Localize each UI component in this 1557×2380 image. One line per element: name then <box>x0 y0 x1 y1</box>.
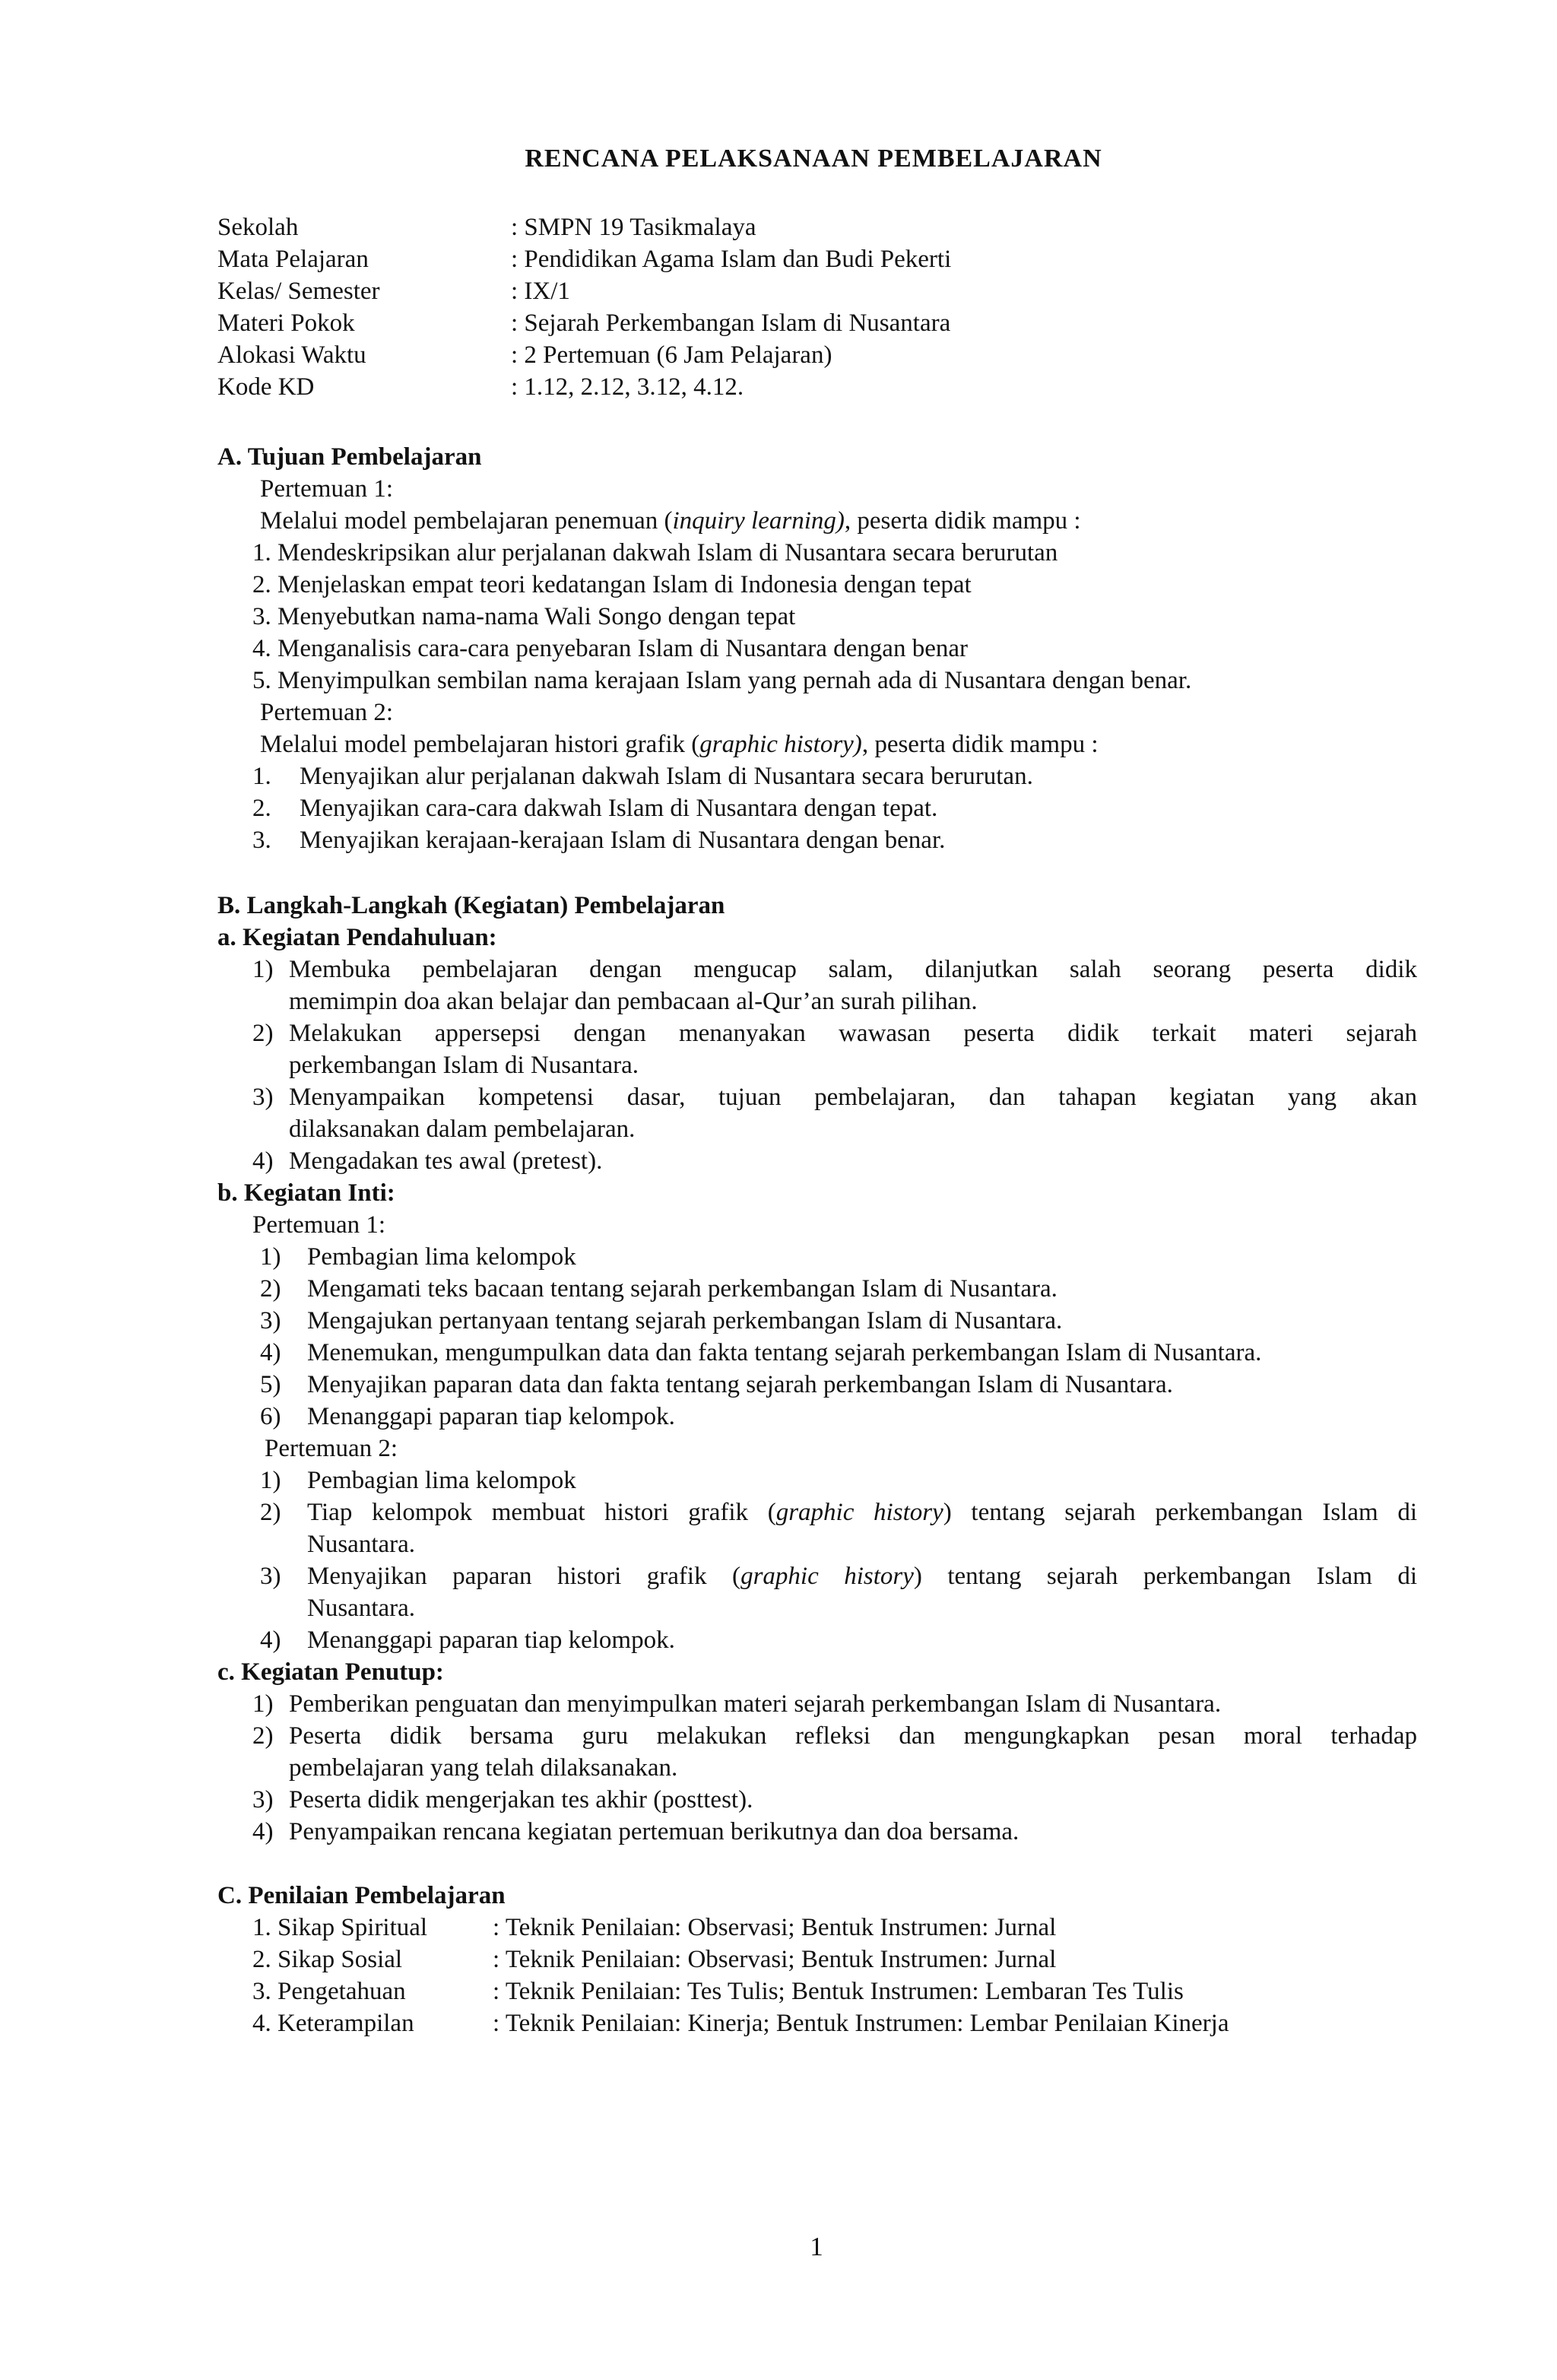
section-a-meeting2-label: Pertemuan 2: <box>260 699 394 726</box>
identity-value: : Pendidikan Agama Islam dan Budi Pekerti <box>511 246 952 273</box>
item-text-continued: pembelajaran yang telah dilaksanakan. <box>289 1754 678 1782</box>
intro-text: , peserta didik mampu : <box>844 507 1081 535</box>
item-number: 1) <box>260 1243 281 1271</box>
item-text <box>307 1496 1417 1528</box>
item-text-continued: Nusantara. <box>307 1531 416 1558</box>
item-number: 2) <box>252 1020 274 1047</box>
assessment-label: 3. Pengetahuan <box>252 1978 406 2005</box>
item-number: 3) <box>260 1563 281 1590</box>
intro-text: , peserta didik mampu : <box>861 731 1099 758</box>
assessment-label: 4. Keterampilan <box>252 2010 414 2037</box>
item-text: Menyajikan paparan data dan fakta tentang sejarah perkembangan Islam di Nusantara. <box>307 1371 1173 1398</box>
item-text-continued: Nusantara. <box>307 1595 416 1622</box>
intro-text: Melalui model pembelajaran penemuan ( <box>260 507 673 535</box>
item-text-part: ) tentang sejarah perkembangan Islam di <box>943 1499 1418 1526</box>
section-c-heading: C. Penilaian Pembelajaran <box>217 1882 506 1909</box>
item-text: Menyajikan kerajaan-kerajaan Islam di Nusantara dengan benar. <box>300 827 946 854</box>
identity-value: : IX/1 <box>511 278 570 305</box>
assessment-value: : Teknik Penilaian: Kinerja; Bentuk Instrumen: Lembar Penilaian Kinerja <box>493 2010 1229 2037</box>
item-text: Peserta didik bersama guru melakukan refleksi dan mengungkapkan pesan moral terhadap <box>289 1722 1417 1750</box>
document-title: RENCANA PELAKSANAAN PEMBELAJARAN <box>525 144 1102 173</box>
item-text <box>307 1560 1417 1592</box>
item-text: Menyampaikan kompetensi dasar, tujuan pembelajaran, dan tahapan kegiatan yang akan <box>289 1084 1417 1111</box>
identity-label: Alokasi Waktu <box>217 341 366 369</box>
intro-italic: inquiry learning) <box>672 507 845 535</box>
subsection-heading: b. Kegiatan Inti: <box>217 1179 395 1207</box>
item-number: 3) <box>260 1307 281 1334</box>
intro-italic: graphic history) <box>699 731 862 758</box>
identity-value: : SMPN 19 Tasikmalaya <box>511 214 756 241</box>
item-text: Membuka pembelajaran dengan mengucap salam, dilanjutkan salah seorang peserta didik <box>289 956 1417 983</box>
item-number: 2) <box>260 1499 281 1526</box>
item-text: Menanggapi paparan tiap kelompok. <box>307 1403 675 1430</box>
assessment-value: : Teknik Penilaian: Observasi; Bentuk Instrumen: Jurnal <box>493 1914 1057 1941</box>
item-text-continued: dilaksanakan dalam pembelajaran. <box>289 1115 636 1143</box>
item-text: Mengamati teks bacaan tentang sejarah perkembangan Islam di Nusantara. <box>307 1275 1058 1303</box>
section-a-meeting1-label: Pertemuan 1: <box>260 475 394 503</box>
item-number: 4) <box>260 1339 281 1366</box>
item-text: Penyampaikan rencana kegiatan pertemuan berikutnya dan doa bersama. <box>289 1818 1020 1845</box>
item-text: Pemberikan penguatan dan menyimpulkan materi sejarah perkembangan Islam di Nusantara. <box>289 1690 1222 1718</box>
assessment-value: : Teknik Penilaian: Tes Tulis; Bentuk Instrumen: Lembaran Tes Tulis <box>493 1978 1184 2005</box>
item-text-part: Menyajikan paparan histori grafik ( <box>307 1563 741 1590</box>
identity-label: Sekolah <box>217 214 299 241</box>
item-number: 3. <box>252 827 271 854</box>
item-text: Menyajikan cara-cara dakwah Islam di Nusantara dengan tepat. <box>300 795 938 822</box>
item-text: Melakukan appersepsi dengan menanyakan wawasan peserta didik terkait materi sejarah <box>289 1020 1417 1047</box>
objective-item: 2. Menjelaskan empat teori kedatangan Islam di Indonesia dengan tepat <box>252 571 972 598</box>
assessment-value: : Teknik Penilaian: Observasi; Bentuk Instrumen: Jurnal <box>493 1946 1057 1973</box>
identity-label: Kelas/ Semester <box>217 278 380 305</box>
objective-item: 4. Menganalisis cara-cara penyebaran Islam di Nusantara dengan benar <box>252 635 968 662</box>
objective-item: 1. Mendeskripsikan alur perjalanan dakwah Islam di Nusantara secara berurutan <box>252 539 1058 566</box>
objective-item: 3. Menyebutkan nama-nama Wali Songo dengan tepat <box>252 603 796 630</box>
identity-label: Kode KD <box>217 373 315 401</box>
identity-value: : Sejarah Perkembangan Islam di Nusantara <box>511 309 951 337</box>
item-text-continued: perkembangan Islam di Nusantara. <box>289 1052 639 1079</box>
page-number: 1 <box>810 2232 823 2261</box>
intro-text: Melalui model pembelajaran histori grafik ( <box>260 731 700 758</box>
meeting-label: Pertemuan 1: <box>252 1211 386 1239</box>
item-text: Menanggapi paparan tiap kelompok. <box>307 1626 675 1654</box>
identity-value: : 1.12, 2.12, 3.12, 4.12. <box>511 373 744 401</box>
item-number: 1) <box>260 1467 281 1494</box>
meeting-label: Pertemuan 2: <box>265 1435 398 1462</box>
item-text: Menemukan, mengumpulkan data dan fakta tentang sejarah perkembangan Islam di Nusantara. <box>307 1339 1262 1366</box>
section-a-meeting1-intro <box>260 505 1081 537</box>
item-number: 4) <box>260 1626 281 1654</box>
identity-label: Materi Pokok <box>217 309 355 337</box>
identity-label: Mata Pelajaran <box>217 246 369 273</box>
item-number: 4) <box>252 1147 274 1175</box>
objective-item: 5. Menyimpulkan sembilan nama kerajaan Islam yang pernah ada di Nusantara dengan benar. <box>252 667 1192 694</box>
item-text: Pembagian lima kelompok <box>307 1467 576 1494</box>
item-number: 3) <box>252 1786 274 1814</box>
section-a-meeting2-intro <box>260 728 1099 760</box>
item-number: 1) <box>252 956 274 983</box>
item-number: 1) <box>252 1690 274 1718</box>
item-number: 4) <box>252 1818 274 1845</box>
item-number: 3) <box>252 1084 274 1111</box>
item-text: Mengajukan pertanyaan tentang sejarah perkembangan Islam di Nusantara. <box>307 1307 1063 1334</box>
item-number: 1. <box>252 763 271 790</box>
item-number: 6) <box>260 1403 281 1430</box>
item-number: 2. <box>252 795 271 822</box>
item-text-part: ) tentang sejarah perkembangan Islam di <box>913 1563 1418 1590</box>
section-a-heading: A. Tujuan Pembelajaran <box>217 443 482 471</box>
assessment-label: 2. Sikap Sosial <box>252 1946 403 1973</box>
item-text-part: Tiap kelompok membuat histori grafik ( <box>307 1499 776 1526</box>
item-text: Pembagian lima kelompok <box>307 1243 576 1271</box>
subsection-heading: c. Kegiatan Penutup: <box>217 1658 444 1686</box>
section-b-heading: B. Langkah-Langkah (Kegiatan) Pembelajaran <box>217 892 725 919</box>
subsection-heading: a. Kegiatan Pendahuluan: <box>217 924 497 951</box>
item-text-italic: graphic history <box>740 1563 914 1590</box>
item-number: 5) <box>260 1371 281 1398</box>
item-text-italic: graphic history <box>775 1499 943 1526</box>
item-text: Menyajikan alur perjalanan dakwah Islam di Nusantara secara berurutan. <box>300 763 1033 790</box>
item-text-continued: memimpin doa akan belajar dan pembacaan al-Qur’an surah pilihan. <box>289 988 978 1015</box>
assessment-label: 1. Sikap Spiritual <box>252 1914 428 1941</box>
item-number: 2) <box>252 1722 274 1750</box>
item-text: Peserta didik mengerjakan tes akhir (posttest). <box>289 1786 753 1814</box>
item-number: 2) <box>260 1275 281 1303</box>
identity-value: : 2 Pertemuan (6 Jam Pelajaran) <box>511 341 832 369</box>
item-text: Mengadakan tes awal (pretest). <box>289 1147 603 1175</box>
